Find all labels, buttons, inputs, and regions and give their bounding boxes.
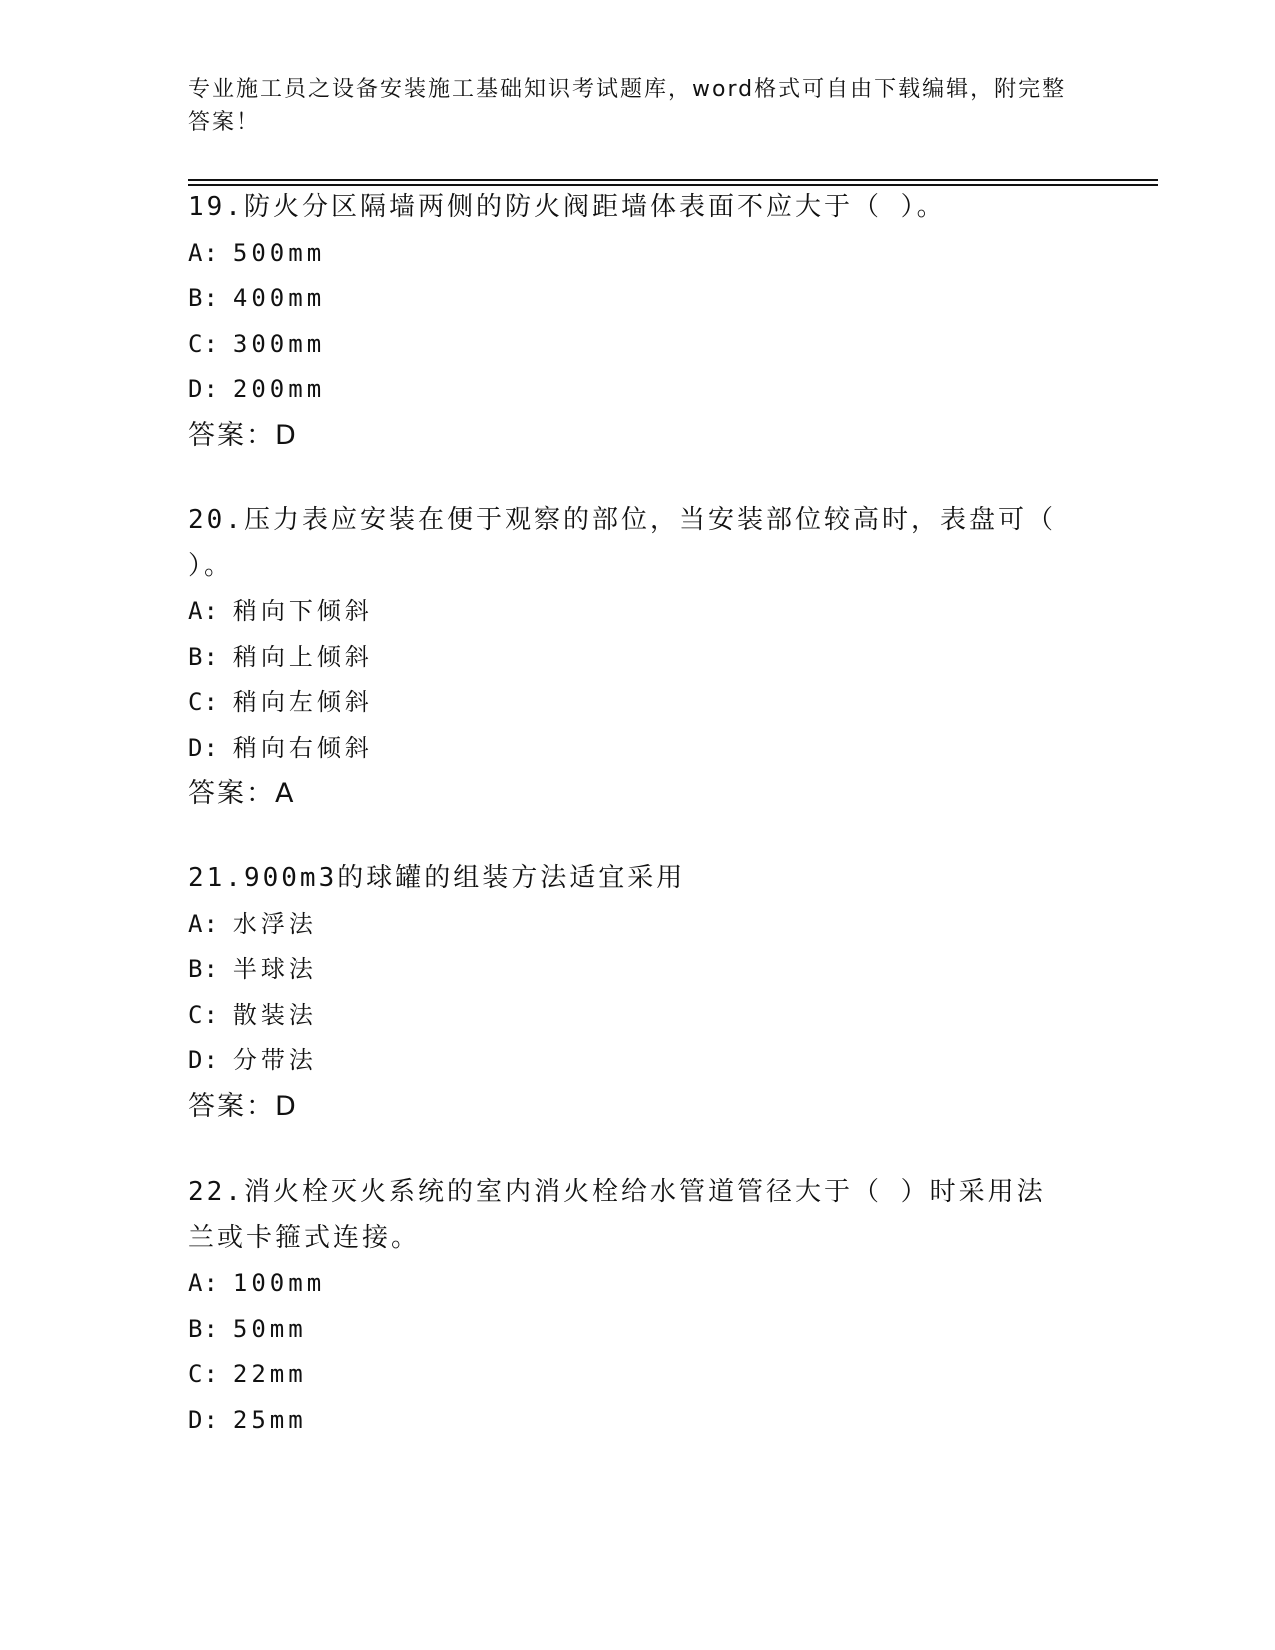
- option-letter: C:: [188, 329, 219, 358]
- option-letter: D:: [188, 1046, 219, 1074]
- option-text: 分带法: [232, 1046, 317, 1074]
- option-c: [188, 322, 1068, 368]
- question-21: [188, 856, 1068, 1129]
- option-text: 500mm: [232, 238, 326, 267]
- option-text: 半球法: [232, 955, 317, 983]
- option-letter: A:: [188, 1269, 219, 1297]
- option-text: 50mm: [232, 1314, 307, 1343]
- answer-label: 答案：A: [188, 778, 296, 809]
- option-b: [188, 1307, 1068, 1353]
- header-divider-top: [188, 179, 1158, 181]
- question-22: [188, 1170, 1068, 1443]
- option-a: [188, 589, 1068, 635]
- option-a: [188, 902, 1068, 948]
- question-stem: 22.消火栓灭火系统的室内消火栓给水管道管径大于（ ）时采用法兰或卡箍式连接。: [188, 1177, 1046, 1253]
- option-letter: A:: [188, 597, 219, 625]
- question-stem: 20.压力表应安装在便于观察的部位，当安装部位较高时，表盘可（ ）。: [188, 505, 1056, 581]
- option-b: [188, 276, 1068, 322]
- option-letter: B:: [188, 284, 219, 312]
- option-letter: C:: [188, 1360, 219, 1388]
- document-header: 专业施工员之设备安装施工基础知识考试题库，word格式可自由下载编辑，附完整答案！: [188, 77, 1067, 135]
- option-b: [188, 947, 1068, 993]
- option-b: [188, 635, 1068, 681]
- option-letter: A:: [188, 238, 219, 267]
- option-text: 稍向右倾斜: [232, 733, 373, 762]
- option-letter: D:: [188, 375, 219, 403]
- option-letter: B:: [188, 955, 219, 983]
- option-text: 100mm: [232, 1269, 326, 1297]
- option-c: [188, 993, 1068, 1039]
- answer-label: 答案：D: [188, 419, 298, 451]
- option-a: [188, 231, 1068, 277]
- option-letter: C:: [188, 1000, 219, 1029]
- option-text: 200mm: [232, 375, 326, 403]
- option-d: [188, 726, 1068, 772]
- option-text: 400mm: [232, 284, 326, 312]
- option-letter: B:: [188, 1314, 219, 1343]
- question-20: [188, 498, 1068, 817]
- option-letter: D:: [188, 1405, 219, 1434]
- option-text: 22mm: [232, 1360, 307, 1388]
- option-d: [188, 1038, 1068, 1084]
- option-text: 散装法: [232, 1000, 317, 1029]
- option-d: [188, 367, 1068, 413]
- option-text: 300mm: [232, 329, 326, 358]
- answer-label: 答案：D: [188, 1090, 298, 1122]
- question-19: [188, 185, 1068, 458]
- option-c: [188, 680, 1068, 726]
- option-c: [188, 1352, 1068, 1398]
- question-stem: 19.防火分区隔墙两侧的防火阀距墙体表面不应大于（ ）。: [188, 192, 946, 222]
- option-letter: B:: [188, 642, 219, 671]
- option-d: [188, 1398, 1068, 1444]
- option-text: 水浮法: [232, 909, 317, 938]
- option-a: [188, 1261, 1068, 1307]
- option-letter: D:: [188, 733, 219, 762]
- option-letter: C:: [188, 688, 219, 716]
- option-text: 25mm: [232, 1405, 307, 1434]
- option-text: 稍向上倾斜: [232, 642, 373, 671]
- option-text: 稍向下倾斜: [232, 597, 373, 625]
- option-letter: A:: [188, 909, 219, 938]
- option-text: 稍向左倾斜: [232, 688, 373, 716]
- question-stem: 21.900m3的球罐的组装方法适宜采用: [188, 863, 686, 893]
